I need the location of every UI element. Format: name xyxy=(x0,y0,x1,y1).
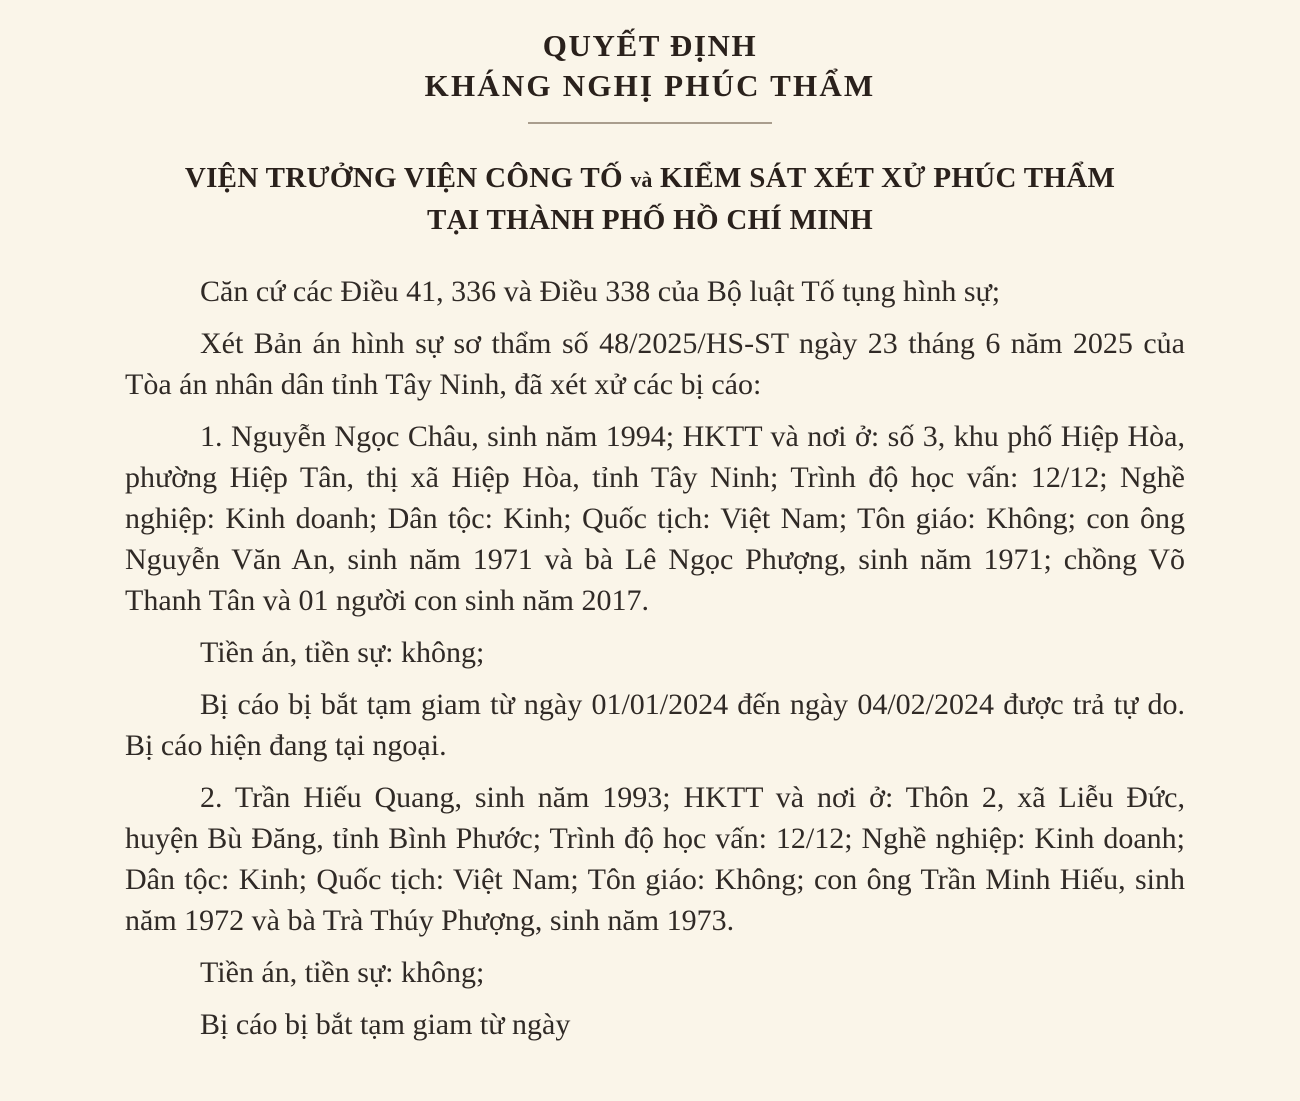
paragraph-defendant-1: 1. Nguyễn Ngọc Châu, sinh năm 1994; HKTT và nơi ở: số 3, khu phố Hiệp Hòa, phường Hiệp Tân, thị xã Hiệp Hòa, tỉnh Tây Ninh; Trình độ học vấn: 12/12; Nghề nghiệp: Kinh doanh; Dân tộc: Kinh; Quốc tịch: Việt Nam; Tôn giáo: Không; con ông Nguyễn Văn An, sinh năm 1971 và bà Lê Ngọc Phượng, sinh năm 1971; chồng Võ Thanh Tân và 01 người con sinh năm 2017. xyxy=(125,419,1185,617)
issuing-authority-part-1: VIỆN TRƯỞNG VIỆN CÔNG TỐ xyxy=(184,162,623,195)
paragraph-defendant-1-detention: Bị cáo bị bắt tạm giam từ ngày 01/01/2024 đến ngày 04/02/2024 được trả tự do. Bị cáo hiện đang tại ngoại. xyxy=(125,687,1185,762)
paragraph-defendant-2-criminal-record: Tiền án, tiền sự: không; xyxy=(200,955,485,989)
paragraph-defendant-1-criminal-record: Tiền án, tiền sự: không; xyxy=(200,635,485,669)
document-title xyxy=(0,0,1300,105)
title-divider xyxy=(528,122,772,124)
paragraph-judgment-review: Xét Bản án hình sự sơ thẩm số 48/2025/HS-ST ngày 23 tháng 6 năm 2025 của Tòa án nhân dân tỉnh Tây Ninh, đã xét xử các bị cáo: xyxy=(125,326,1185,401)
paragraph-clipped-next-line: Bị cáo bị bắt tạm giam từ ngày xyxy=(200,1007,571,1041)
document-title-line-2: KHÁNG NGHỊ PHÚC THẨM xyxy=(424,67,876,103)
document-title-line-1: QUYẾT ĐỊNH xyxy=(542,28,758,63)
issuing-authority-part-2: KIỂM SÁT XÉT XỬ PHÚC THẨM xyxy=(659,162,1116,195)
document-body xyxy=(0,241,1300,1041)
issuing-authority-line-1 xyxy=(0,158,1300,199)
issuing-authority-conjunction: và xyxy=(630,167,653,193)
paragraph-defendant-2: 2. Trần Hiếu Quang, sinh năm 1993; HKTT và nơi ở: Thôn 2, xã Liễu Đức, huyện Bù Đăng, tỉnh Bình Phước; Trình độ học vấn: 12/12; Nghề nghiệp: Kinh doanh; Dân tộc: Kinh; Quốc tịch: Việt Nam; Tôn giáo: Không; con ông Trần Minh Hiếu, sinh năm 1972 và bà Trà Thúy Phượng, sinh năm 1973. xyxy=(125,780,1185,937)
paragraph-legal-basis: Căn cứ các Điều 41, 336 và Điều 338 của Bộ luật Tố tụng hình sự; xyxy=(200,274,1001,308)
issuing-authority-subtitle xyxy=(0,124,1300,240)
issuing-authority-line-2: TẠI THÀNH PHỐ HỒ CHÍ MINH xyxy=(426,203,874,236)
